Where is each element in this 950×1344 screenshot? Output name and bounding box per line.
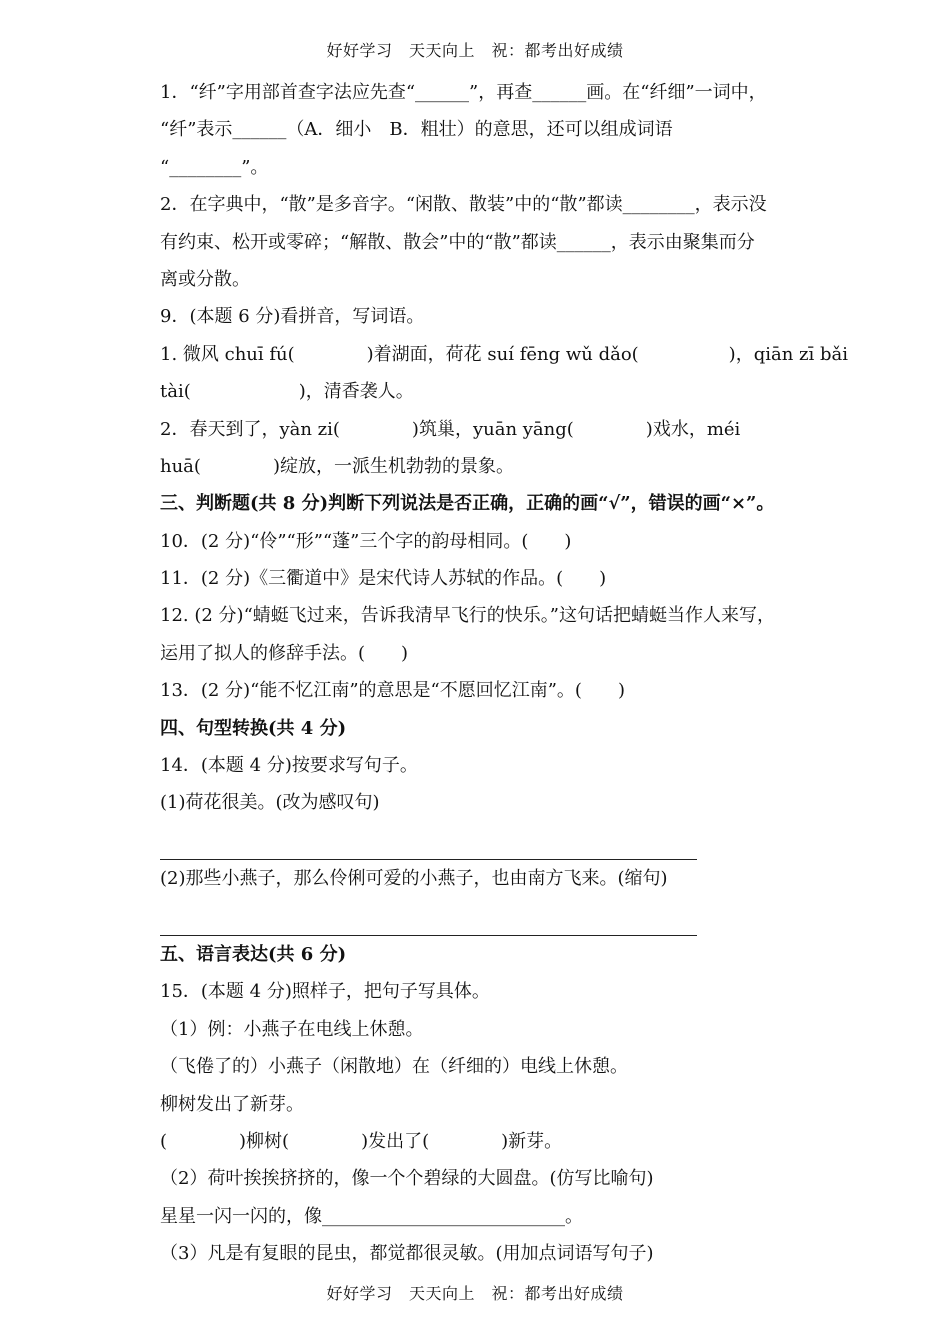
text-line: 2．在字典中，“散”是多音字。“闲散、散装”中的“散”都读________，表示没 — [160, 194, 767, 216]
page-footer: 好好学习 天天向上 祝：都考出好成绩 — [326, 1284, 624, 1303]
text-line: 13．(2 分)“能不忆江南”的意思是“不愿回忆江南”。( ) — [160, 680, 625, 702]
text-line: （3）凡是有复眼的昆虫，都觉都很灵敏。(用加点词语写句子) — [160, 1243, 654, 1265]
text-line: (1)荷花很美。(改为感叹句) — [160, 792, 380, 814]
text-line: 1. 微风 chuī fú( )着湖面，荷花 suí fēng wǔ dǎo( )，qiān zī bǎi — [160, 343, 848, 365]
text-line: 运用了拟人的修辞手法。( ) — [160, 642, 409, 664]
text-line: “________”。 — [160, 156, 269, 178]
answer-line — [160, 898, 697, 936]
question-title: 14．(本题 4 分)按要求写句子。 — [160, 755, 418, 777]
text-line: 10．(2 分)“伶”“形”“蓬”三个字的韵母相同。( ) — [160, 530, 572, 552]
text-line: 11．(2 分)《三衢道中》是宋代诗人苏轼的作品。( ) — [160, 568, 607, 590]
text-line: ( )柳树( )发出了( )新芽。 — [160, 1130, 563, 1152]
text-line: （1）例：小燕子在电线上休憩。 — [160, 1018, 424, 1040]
document-body — [160, 74, 848, 1273]
text-line: 星星一闪一闪的，像___________________________。 — [160, 1205, 583, 1227]
section-heading: 四、句型转换(共 4 分) — [160, 717, 347, 739]
text-line: “纤”表示______（A．细小 B．粗壮）的意思，还可以组成词语 — [160, 119, 673, 141]
page-header: 好好学习 天天向上 祝：都考出好成绩 — [326, 41, 624, 60]
text-line: （飞倦了的）小燕子（闲散地）在（纤细的）电线上休憩。 — [160, 1056, 628, 1078]
text-line: tài( )，清香袭人。 — [160, 381, 414, 403]
text-line: 有约束、松开或零碎；“解散、散会”中的“散”都读______，表示由聚集而分 — [160, 231, 755, 253]
answer-line — [160, 822, 697, 860]
text-line: 柳树发出了新芽。 — [160, 1093, 304, 1115]
text-line: 1．“纤”字用部首查字法应先查“______”，再查______画。在“纤细”一词中， — [160, 82, 767, 103]
section-heading: 五、语言表达(共 6 分) — [160, 943, 347, 965]
text-line: 离或分散。 — [160, 268, 250, 290]
text-line: huā( )绽放，一派生机勃勃的景象。 — [160, 455, 514, 477]
question-title: 9．(本题 6 分)看拼音，写词语。 — [160, 306, 425, 328]
text-line: 2．春天到了，yàn zi( )筑巢，yuān yāng( )戏水，méi — [160, 418, 741, 440]
section-heading: 三、判断题(共 8 分)判断下列说法是否正确，正确的画“√”，错误的画“×”。 — [160, 493, 775, 515]
text-line: 12. (2 分)“蜻蜓飞过来，告诉我清早飞行的快乐。”这句话把蜻蜓当作人来写， — [160, 605, 775, 627]
text-line: （2）荷叶挨挨挤挤的，像一个个碧绿的大圆盘。(仿写比喻句) — [160, 1168, 654, 1190]
text-line: (2)那些小燕子，那么伶俐可爱的小燕子，也由南方飞来。(缩句) — [160, 868, 668, 890]
question-title: 15．(本题 4 分)照样子，把句子写具体。 — [160, 981, 490, 1003]
